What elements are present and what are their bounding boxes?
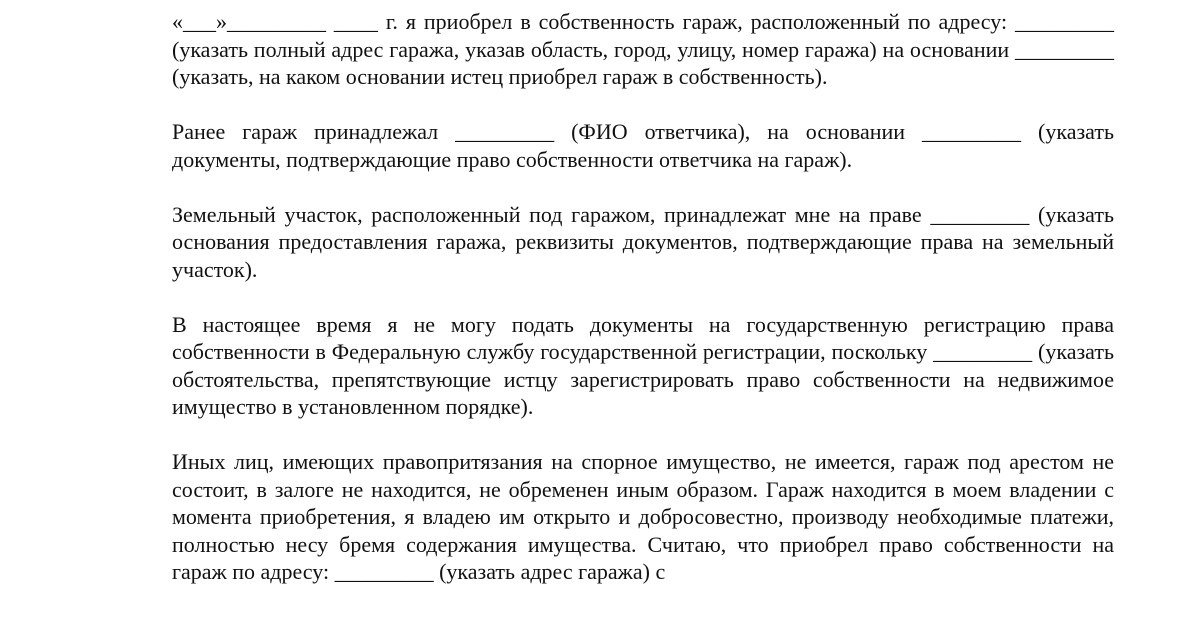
paragraph-registration-obstacle: В настоящее время я не могу подать документы на государственную регистрацию права собственности в Федеральную службу государственной регистрации, поскольку _________ (указать обстоятельства, препятствующие истцу зарегистрировать право собственности на недвижимое имущество в установленном порядке).	[172, 311, 1114, 419]
paragraph-previous-owner: Ранее гараж принадлежал _________ (ФИО ответчика), на основании _________ (указать документы, подтверждающие право собственности ответчика на гараж).	[172, 119, 1114, 172]
paragraph-garage-acquisition: «___»_________ ____ г. я приобрел в собственность гараж, расположенный по адресу: _________ (указать полный адрес гаража, указав область, город, улицу, номер гаража) на основании _________ (указать, на каком основании истец приобрел гараж в собственность).	[172, 9, 1114, 89]
paragraph-land-plot: Земельный участок, расположенный под гаражом, принадлежат мне на праве _________ (указать основания предоставления гаража, реквизиты документов, подтверждающие права на земельный участок).	[172, 201, 1114, 282]
paragraph-no-claims: Иных лиц, имеющих правопритязания на спорное имущество, не имеется, гараж под арестом не состоит, в залоге не находится, не обременен иным образом. Гараж находится в моем владении с момента приобретения, я владею им открыто и добросовестно, производу необходимые платежи, полностью несу бремя содержания имущества. Считаю, что приобрел право собственности на гараж по адресу: _________ (указать адрес гаража) с	[172, 449, 1114, 584]
document-page	[172, 8, 1114, 613]
